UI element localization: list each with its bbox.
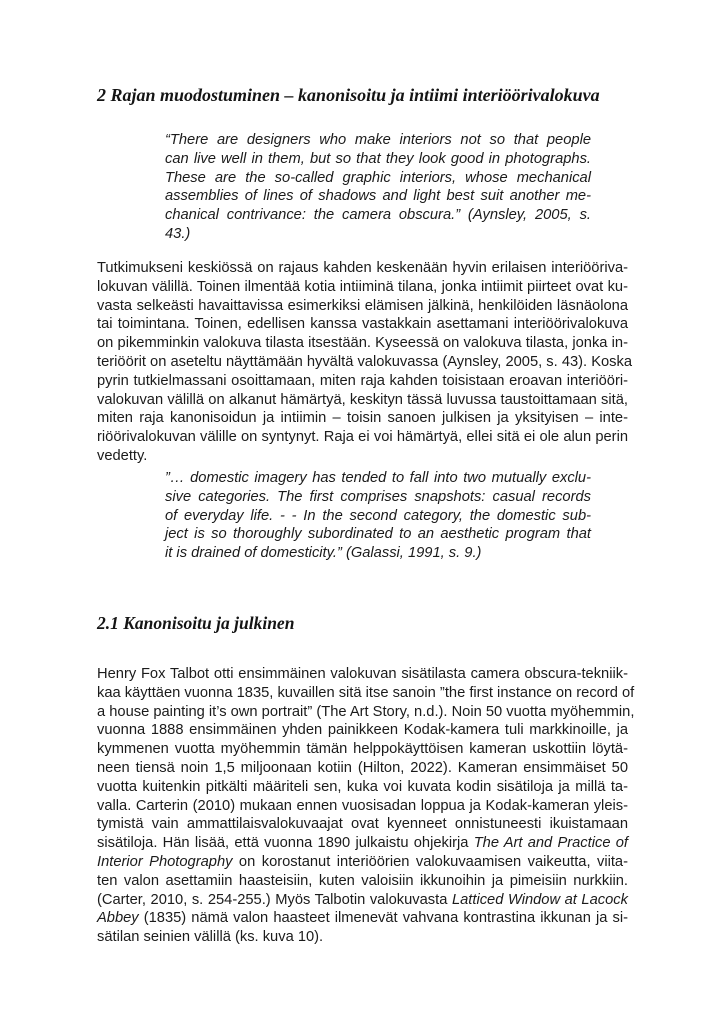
chapter-heading: 2 Rajan muodostuminen – kanonisoitu ja intiimi interiöörivalokuva xyxy=(97,85,600,105)
text-line: ”… domestic imagery has tended to fall into two mutually exclu- xyxy=(165,470,591,486)
text-line: Interior Photography on korostanut interiöörien valokuvaamisen vaikeutta, viita- xyxy=(97,853,628,870)
text-line: of everyday life. - - In the second category, the domestic sub- xyxy=(165,507,591,524)
text-line: “There are designers who make interiors not so that people xyxy=(165,132,591,148)
italic-title: The Art and Practice of xyxy=(473,835,628,852)
text-line: a house painting it’s own portrait” (The Art Story, n.d.). Noin 50 vuotta myöhemmin, xyxy=(97,703,635,720)
text-line: Abbey (1835) nämä valon haasteet ilmenevät vahvana kontrastina ikkunan ja si- xyxy=(97,910,628,927)
text-line: 43.) xyxy=(165,225,191,242)
text-line: pyrin tutkielmassani osoittamaan, miten raja kahden toisistaan eroavan interiööri- xyxy=(97,372,628,389)
block-quote-aynsley xyxy=(165,131,591,244)
text-line: vedetty. xyxy=(97,447,148,464)
text-line: miten raja kanonisoidun ja intiimin – toisin sanoen julkisen ja yksityisen – inte- xyxy=(97,410,628,427)
text-line: valla. Carterin (2010) mukaan ennen vuosisadan loppua ja Kodak-kameran yleis- xyxy=(97,797,628,814)
text-line: tymistä vain ammattilaisvalokuvaajat ovat kyenneet onnistuneesti ikuistamaan xyxy=(97,816,628,833)
text-line: Henry Fox Talbot otti ensimmäinen valokuvan sisätilasta camera obscura-tekniik- xyxy=(97,666,628,682)
text-line: Tutkimukseni keskiössä on rajaus kahden keskenään hyvin erilaisen interiööriva- xyxy=(97,260,628,276)
text-line: ject is so thoroughly subordinated to an aesthetic program that xyxy=(165,526,591,543)
text-line: it is drained of domesticity.” (Galassi, 1991, s. 9.) xyxy=(165,545,482,562)
italic-title: Latticed Window at Lacock xyxy=(451,891,628,908)
text-line: assemblies of lines of shadows and light best suit another me- xyxy=(165,188,591,205)
text-line: lokuvan välillä. Toinen ilmentää kotia intiiminä tilana, jonka intiimit piirteet ovat ku- xyxy=(97,278,628,295)
text-line: (Carter, 2010, s. 254-255.) Myös Talbotin valokuvasta Latticed Window at Lacock xyxy=(97,891,628,908)
body-paragraph-1 xyxy=(97,259,633,466)
text-line: can live well in them, but so that they look good in photographs. xyxy=(165,150,591,167)
text-line: neen tiensä noin 1,5 miljoonaan kotiin (Hilton, 2022). Kameran ensimmäiset 50 xyxy=(97,759,628,776)
text-line: ten valon asettamiin haasteisiin, kuten valoisiin ikkunoihin ja pimeisiin nurkkiin. xyxy=(97,872,628,889)
subsection-heading: 2.1 Kanonisoitu ja julkinen xyxy=(97,613,295,633)
text-line: sisätiloja. Hän lisää, että vuonna 1890 julkaistu ohjekirja The Art and Practice of xyxy=(97,835,628,852)
text-line: kymmenen vuotta myöhemmin tämän helppokäyttöisen kameran uskottiin löytä- xyxy=(97,741,628,758)
text-line: on pikemminkin valokuva tilasta itsestään. Kyseessä on valokuva tilasta, jonka in- xyxy=(97,335,628,352)
text-line: tai toimintana. Toinen, edellisen kanssa vastakkain asettamani interiöörivalokuva xyxy=(97,316,628,333)
text-line: sätilan seinien välillä (ks. kuva 10). xyxy=(97,929,324,946)
italic-title: Interior Photography xyxy=(97,853,233,870)
block-quote-galassi xyxy=(165,469,591,563)
text-line: vasta selkeästi havaittavissa esimerkiksi elämisen jälkinä, henkilöiden läsnäolona xyxy=(97,297,628,314)
text-line: riöörivalokuvan välille on syntynyt. Raja ei voi hämärtyä, ellei sitä ei ole alun perin xyxy=(97,429,628,446)
text-line: These are the so-called graphic interiors, whose mechanical xyxy=(165,169,591,186)
text-line: chanical contrivance: the camera obscura.” (Aynsley, 2005, s. xyxy=(165,207,591,224)
text-line: sive categories. The first comprises snapshots: casual records xyxy=(165,488,591,505)
text-line: kaa käyttäen vuonna 1835, kuvaillen sitä itse sanoin ”the first instance on record of xyxy=(97,684,635,701)
italic-title: Abbey xyxy=(97,910,139,927)
text-line: teriöörit on aseteltu näyttämään hyvältä valokuvassa (Aynsley, 2005, s. 43). Koska xyxy=(97,353,633,370)
text-line: vuotta kuitenkin pitkälti määriteli sen, kuka voi kuvata kodin sisätiloja ja millä ta- xyxy=(97,778,628,795)
text-line: valokuvan välillä on alkanut hämärtyä, keskityn tässä luvussa taustoittamaan sitä, xyxy=(97,391,628,408)
text-line: vuonna 1888 ensimmäinen yhden painikkeen Kodak-kamera tuli markkinoille, ja xyxy=(97,722,628,739)
body-paragraph-2 xyxy=(97,665,635,947)
